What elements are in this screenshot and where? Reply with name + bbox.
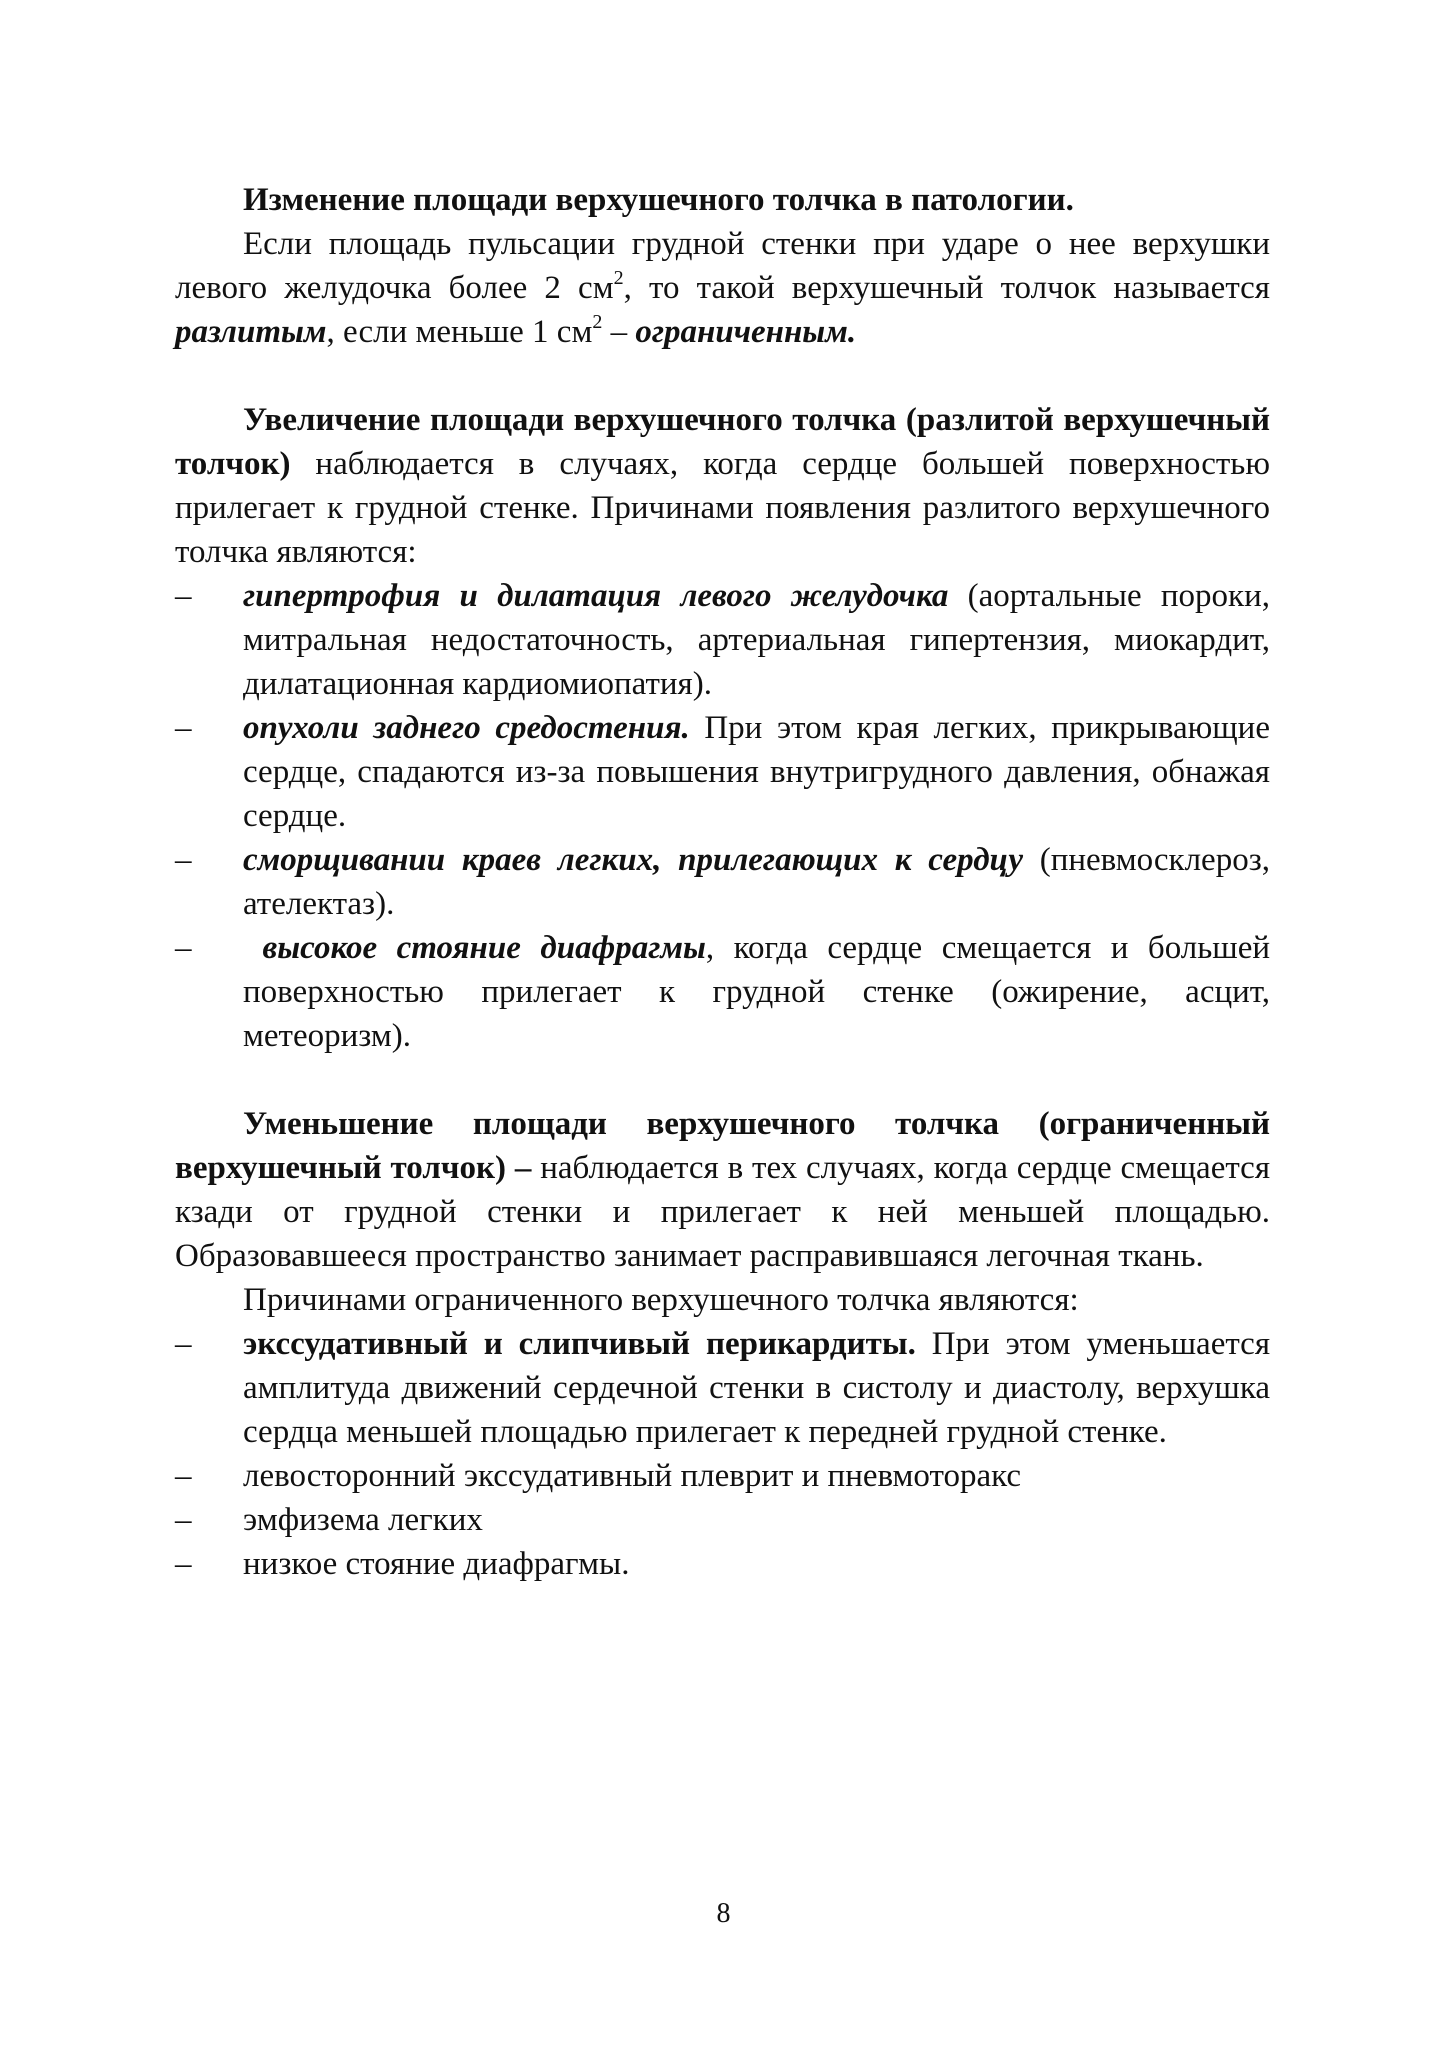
dash-marker: – — [175, 930, 192, 966]
list-item — [175, 838, 1270, 926]
list-item — [175, 574, 1270, 706]
section1-paragraph — [175, 222, 1270, 354]
section3-intro: наблюдается в тех случаях, когда сердце смещается кзади от грудной стенки и прилегает к ней меньшей площадью. Образовавшееся пространство занимает расправившаяся легочная ткань. — [175, 1150, 1270, 1274]
section2-intro: наблюдается в случаях, когда сердце большей поверхностью прилегает к грудной стенке. Причинами появления разлитого верхушечного толчка являются: — [175, 446, 1270, 570]
list-item-text: При этом уменьшается амплитуда движений сердечной стенки в систолу и диастолу, верхушка сердца меньшей площадью прилегает к передней грудной стенке. — [243, 1326, 1271, 1450]
list-item-term: сморщивании краев легких, прилегающих к сердцу — [243, 842, 1023, 878]
list-item-text: левосторонний экссудативный плеврит и пневмоторакс — [243, 1458, 1021, 1494]
list-item — [175, 1322, 1270, 1454]
term-diffuse: разлитым — [175, 314, 327, 350]
dash-marker: – — [175, 710, 192, 746]
list-item-term: экссудативный и слипчивый перикардиты. — [243, 1326, 916, 1362]
dash-marker: – — [175, 1458, 192, 1494]
list-item — [175, 1542, 1270, 1586]
list-item — [175, 926, 1270, 1058]
list-item-text: При этом края легких, прикрывающие сердце, спадаются из-за повышения внутригрудного давления, обнажая сердце. — [243, 710, 1270, 834]
section3-paragraph — [175, 1102, 1270, 1278]
list-item-term: высокое стояние диафрагмы — [262, 930, 706, 966]
page-content — [175, 178, 1270, 1586]
list-item — [175, 1498, 1270, 1542]
section1-text-b: , то такой верхушечный толчок называется — [623, 270, 1270, 306]
section1-text-c: , если меньше 1 см — [326, 314, 593, 350]
list-item-text: , когда сердце смещается и большей поверхностью прилегает к грудной стенке (ожирение, асцит, метеоризм). — [243, 930, 1271, 1054]
section1-heading-text: Изменение площади верхушечного толчка в патологии. — [243, 182, 1074, 218]
section3-causes-text: Причинами ограниченного верхушечного толчка являются: — [243, 1282, 1079, 1318]
section1-text-a: Если площадь пульсации грудной стенки при ударе о нее верхушки левого желудочка более 2 см — [175, 226, 1270, 306]
section2-paragraph — [175, 398, 1270, 574]
section2-heading: Увеличение площади верхушечного толчка (разлитой верхушечный толчок) — [175, 402, 1270, 482]
section3-heading: Уменьшение площади верхушечного толчка (ограниченный верхушечный толчок) – — [175, 1106, 1270, 1186]
list-item-text: (аортальные пороки, митральная недостаточность, артериальная гипертензия, миокардит, дилатационная кардиомиопатия). — [243, 578, 1270, 702]
list-item-term: опухоли заднего средостения. — [243, 710, 690, 746]
section1-heading — [175, 178, 1270, 222]
section2-list — [175, 574, 1270, 1058]
superscript-squared: 2 — [592, 311, 603, 333]
dash-marker: – — [175, 578, 192, 614]
superscript-squared: 2 — [613, 267, 624, 289]
dash-marker: – — [175, 1546, 192, 1582]
section3-causes-intro — [175, 1278, 1270, 1322]
list-item — [175, 1454, 1270, 1498]
section3-list — [175, 1322, 1270, 1586]
section1-text-d: – — [602, 314, 636, 350]
list-item-term: гипертрофия и дилатация левого желудочка — [243, 578, 949, 614]
section-spacer — [175, 354, 1270, 398]
section-spacer — [175, 1058, 1270, 1102]
dash-marker: – — [175, 1502, 192, 1538]
list-item-text: низкое стояние диафрагмы. — [243, 1546, 630, 1582]
list-item-text: эмфизема легких — [243, 1502, 483, 1538]
page-number: 8 — [716, 1898, 731, 1929]
term-limited: ограниченным. — [635, 314, 857, 350]
dash-marker: – — [175, 842, 192, 878]
dash-marker: – — [175, 1326, 192, 1362]
list-item-text: (пневмосклероз, ателектаз). — [243, 842, 1270, 922]
list-item — [175, 706, 1270, 838]
